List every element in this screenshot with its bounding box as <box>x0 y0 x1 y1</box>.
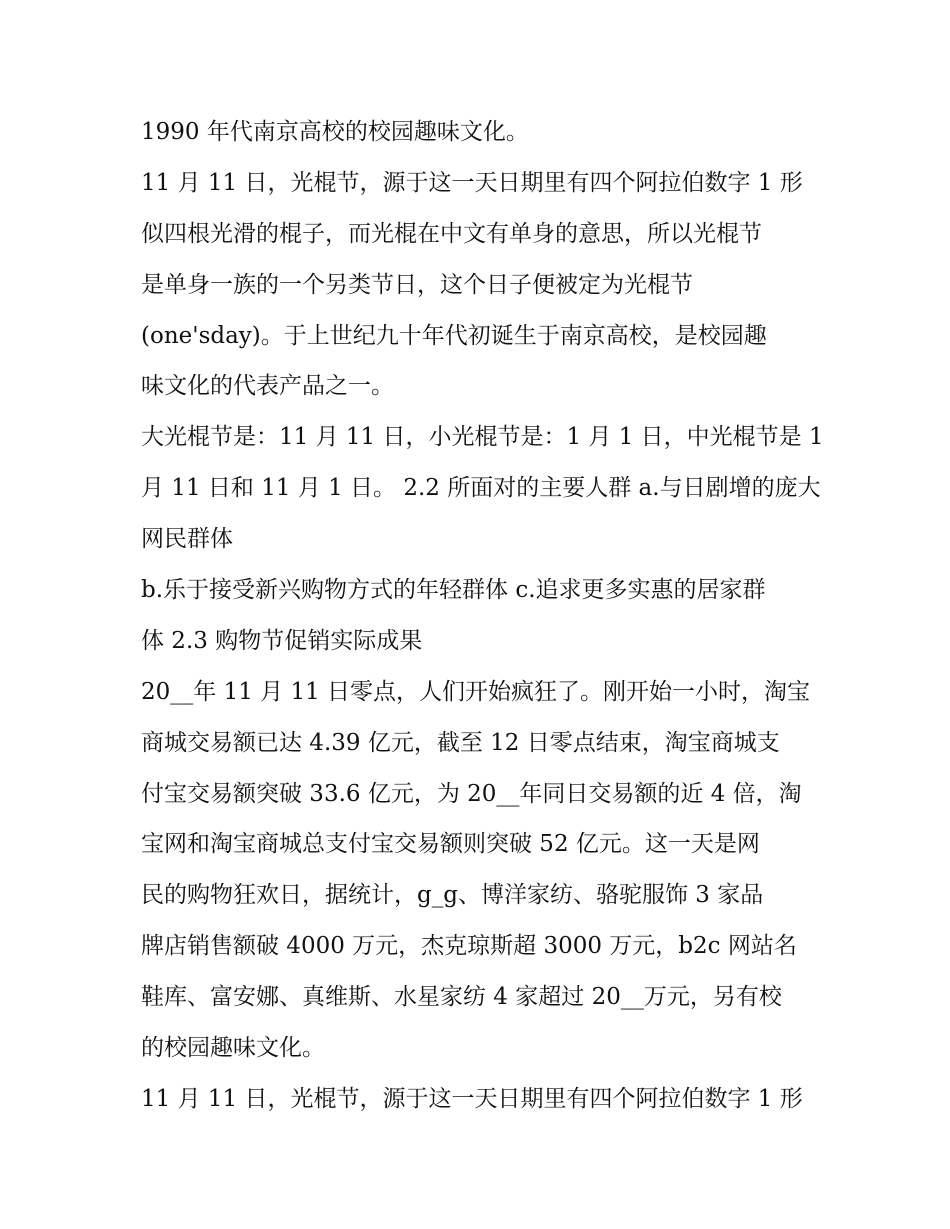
text-line: 大光棍节是：11 月 11 日，小光棍节是：1 月 1 日，中光棍节是 1 <box>141 424 824 451</box>
text-line: 民的购物狂欢日，据统计，g_g、博洋家纺、骆驼服饰 3 家品 <box>141 882 764 909</box>
text-line: 牌店销售额破 4000 万元，杰克琼斯超 3000 万元，b2c 网站名 <box>141 933 797 960</box>
text-line: 似四根光滑的棍子，而光棍在中文有单身的意思，所以光棍节 <box>141 220 762 247</box>
document-body <box>141 107 824 1125</box>
text-line: 11 月 11 日，光棍节，源于这一天日期里有四个阿拉伯数字 1 形 <box>141 169 803 196</box>
text-line: 1990 年代南京高校的校园趣味文化。 <box>141 119 529 145</box>
text-line: 的校园趣味文化。 <box>141 1035 325 1062</box>
text-line: 鞋库、富安娜、真维斯、水星家纺 4 家超过 20__万元，另有校 <box>141 984 782 1011</box>
text-line: 体 2.3 购物节促销实际成果 <box>141 627 423 654</box>
text-line: 味文化的代表产品之一。 <box>141 373 394 400</box>
text-line: 月 11 日和 11 月 1 日。 2.2 所面对的主要人群 a.与日剧增的庞大 <box>141 475 821 502</box>
text-line: 网民群体 <box>141 526 233 553</box>
text-line: (one'sday)。于上世纪九十年代初诞生于南京高校，是校园趣 <box>141 322 767 349</box>
text-line: 是单身一族的一个另类节日，这个日子便被定为光棍节 <box>141 271 693 298</box>
text-line: 20__年 11 月 11 日零点，人们开始疯狂了。刚开始一小时，淘宝 <box>141 678 811 705</box>
text-line: b.乐于接受新兴购物方式的年轻群体 c.追求更多实惠的居家群 <box>141 577 766 604</box>
text-line: 付宝交易额突破 33.6 亿元，为 20__年同日交易额的近 4 倍，淘 <box>141 780 802 807</box>
text-line: 宝网和淘宝商城总支付宝交易额则突破 52 亿元。这一天是网 <box>141 831 760 858</box>
text-line: 商城交易额已达 4.39 亿元，截至 12 日零点结束，淘宝商城支 <box>141 729 780 756</box>
text-line: 11 月 11 日，光棍节，源于这一天日期里有四个阿拉伯数字 1 形 <box>141 1085 803 1112</box>
